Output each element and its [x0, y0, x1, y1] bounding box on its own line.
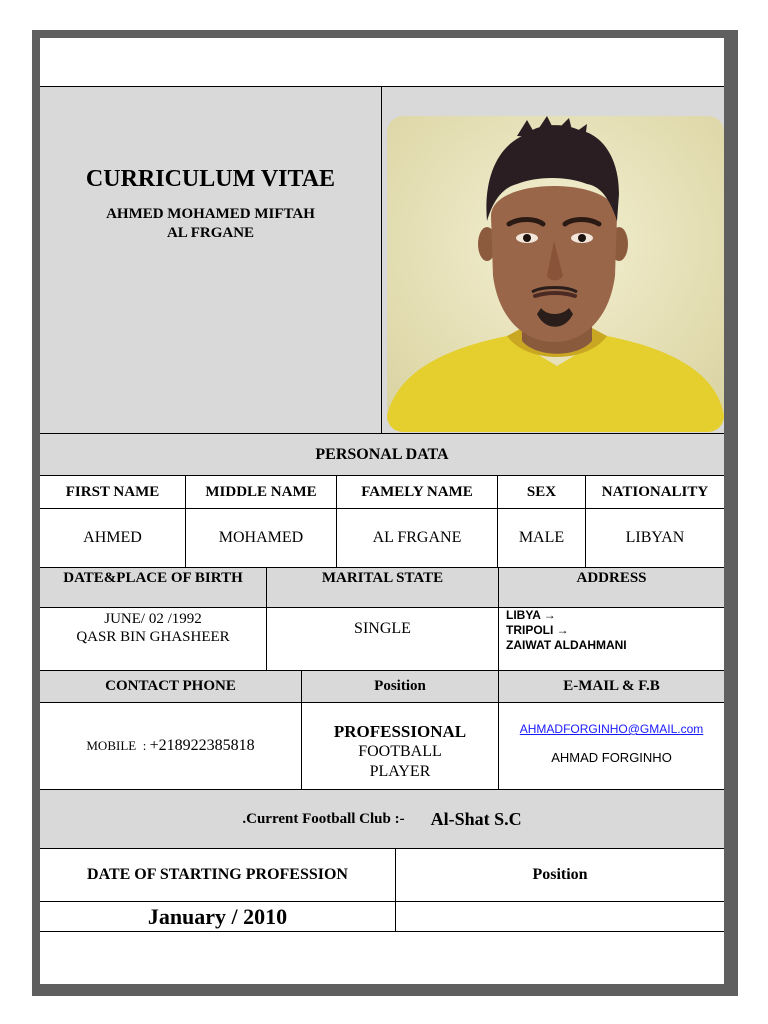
full-name-line2: AL FRGANE — [166, 225, 255, 241]
mobile-value — [40, 703, 301, 789]
nationality-value: LIBYAN — [625, 529, 685, 546]
personal-data-heading: PERSONAL DATA — [40, 434, 724, 475]
family-name-value: AL FRGANE — [372, 529, 462, 546]
middle-name-header: MIDDLE NAME — [205, 483, 317, 500]
first-name-value: AHMED — [83, 529, 142, 546]
sex-value: MALE — [518, 529, 565, 546]
facebook-name: AHMAD FORGINHO — [551, 750, 672, 765]
address-value — [506, 608, 721, 653]
document-frame — [32, 30, 738, 996]
cv-title: CURRICULUM VITAE — [85, 166, 336, 192]
position-line3: PLAYER — [369, 763, 431, 780]
nationality-header: NATIONALITY — [601, 483, 709, 500]
email-fb-header: E-MAIL & F.B — [563, 678, 660, 694]
address-line-country: LIBYA → — [506, 608, 556, 622]
birth-value — [40, 610, 266, 646]
cv-title-area — [40, 166, 381, 243]
address-line-district: ZAIWAT ALDAHMANI — [506, 638, 627, 652]
contact-phone-header: CONTACT PHONE — [105, 678, 236, 694]
first-name-header: FIRST NAME — [65, 483, 160, 500]
mobile-label: MOBILE : — [86, 738, 150, 753]
mobile-number: +218922385818 — [149, 737, 255, 754]
current-club-name: Al-Shat S.C — [430, 808, 522, 829]
profession-position-header: Position — [532, 866, 588, 883]
profession-start-value: January / 2010 — [147, 903, 288, 929]
sex-header: SEX — [526, 483, 557, 500]
birth-place: QASR BIN GHASHEER — [76, 629, 230, 645]
family-name-header: FAMELY NAME — [361, 483, 473, 500]
cv-page — [40, 38, 724, 984]
marital-value: SINGLE — [354, 620, 411, 637]
profession-start-header: DATE OF STARTING PROFESSION — [87, 866, 348, 883]
profile-photo — [387, 116, 724, 432]
current-club-row — [40, 790, 724, 848]
birth-header: DATE&PLACE OF BIRTH — [63, 570, 243, 586]
position-line2: FOOTBALL — [358, 743, 442, 760]
marital-header: MARITAL STATE — [321, 570, 444, 586]
profession-position-value — [396, 902, 724, 931]
current-club-label: .Current Football Club :- — [242, 810, 405, 827]
email-link[interactable]: AHMADFORGINHO@GMAIL.com — [519, 722, 704, 736]
position-line1: PROFESSIONAL — [333, 722, 467, 741]
birth-date: JUNE/ 02 /1992 — [104, 611, 202, 627]
email-fb-value — [499, 722, 724, 765]
position-value — [302, 722, 498, 782]
address-line-city: TRIPOLI → — [506, 623, 569, 637]
full-name-line1: AHMED MOHAMED MIFTAH — [106, 206, 315, 222]
position-header: Position — [374, 678, 426, 694]
middle-name-value: MOHAMED — [218, 529, 304, 546]
address-header: ADDRESS — [576, 570, 647, 586]
